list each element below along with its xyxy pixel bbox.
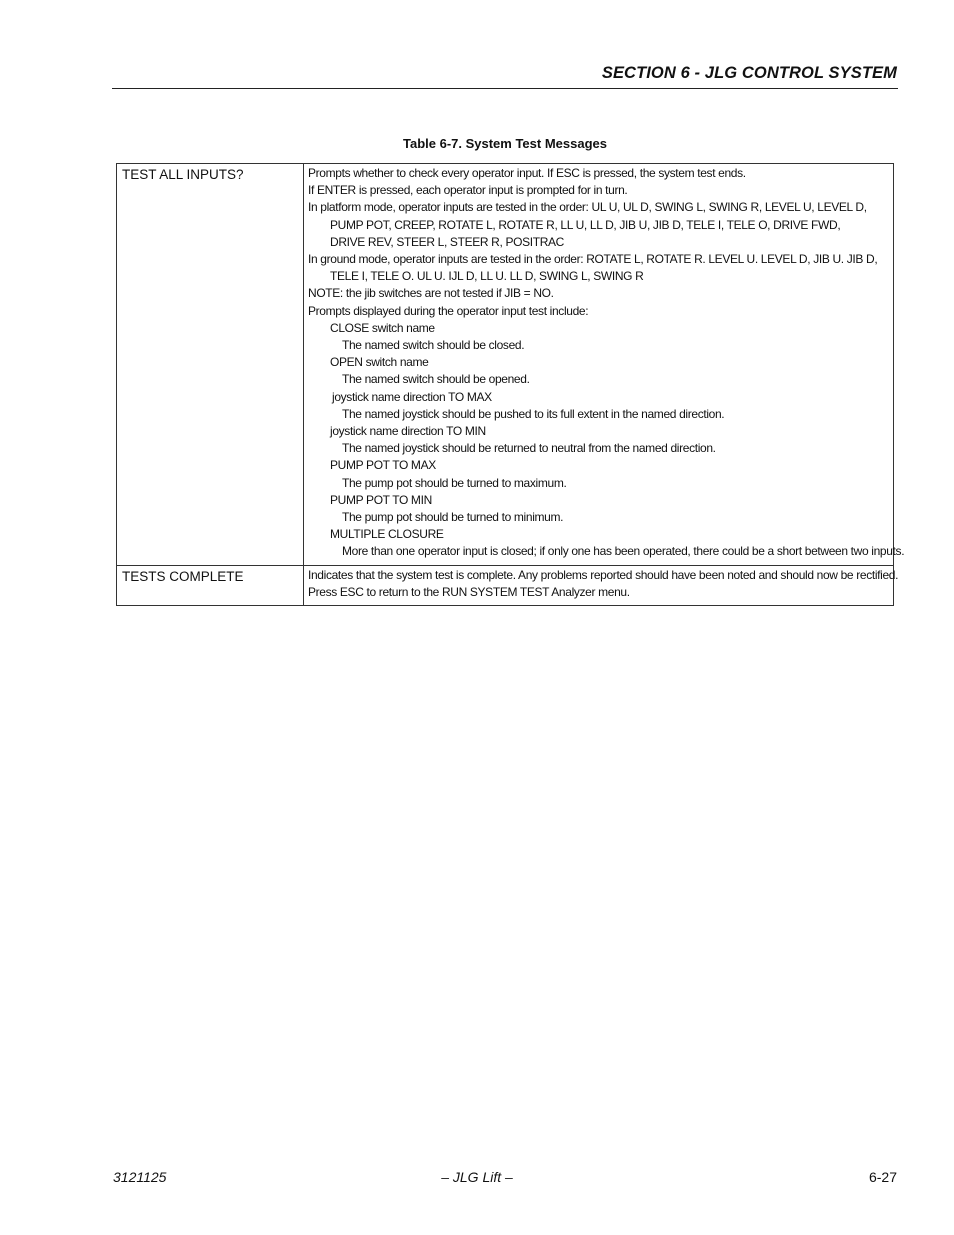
prompt-explanation: More than one operator input is closed; if only one has been operated, there could be a short between two inputs. (342, 544, 905, 559)
prompt-explanation: The named switch should be opened. (342, 372, 530, 387)
table-caption: Table 6-7. System Test Messages (402, 136, 607, 151)
message-name: TEST ALL INPUTS? (117, 164, 304, 566)
prompt-explanation: The named switch should be closed. (342, 338, 525, 353)
table-row (117, 565, 894, 605)
prompt-label: joystick name direction TO MIN (330, 424, 486, 439)
footer-brand: – JLG Lift – (441, 1169, 513, 1185)
description-line: NOTE: the jib switches are not tested if JIB = NO. (308, 286, 554, 301)
prompt-explanation: The pump pot should be turned to minimum. (342, 510, 564, 525)
description-line: Press ESC to return to the RUN SYSTEM TEST Analyzer menu. (308, 584, 630, 599)
system-test-messages-table (116, 163, 905, 606)
prompt-explanation: The named joystick should be pushed to its full extent in the named direction. (342, 406, 725, 421)
prompt-label: joystick name direction TO MAX (332, 389, 492, 404)
prompt-explanation: The named joystick should be returned to neutral from the named direction. (342, 441, 716, 456)
prompt-label: CLOSE switch name (330, 320, 435, 335)
section-title: SECTION 6 - JLG CONTROL SYSTEM (601, 64, 897, 82)
document-number: 3121125 (113, 1169, 167, 1185)
prompt-label: OPEN switch name (330, 355, 429, 370)
description-line: TELE I, TELE O. UL U. IJL D, LL U. LL D, SWING L, SWING R (330, 269, 644, 284)
message-description (304, 164, 905, 566)
description-line: Prompts whether to check every operator input. If ESC is pressed, the system test ends. (308, 166, 746, 180)
page-number: 6-27 (868, 1169, 897, 1185)
description-line: In platform mode, operator inputs are tested in the order: UL U, UL D, SWING L, SWING R, LEVEL U, LEVEL D, (308, 200, 867, 215)
description-line: Indicates that the system test is complete. Any problems reported should have been noted and should now be rectified. (308, 567, 899, 582)
prompt-label: PUMP POT TO MIN (330, 492, 432, 507)
description-line: DRIVE REV, STEER L, STEER R, POSITRAC (330, 234, 564, 249)
description-line: Prompts displayed during the operator input test include: (308, 303, 589, 318)
table-row (117, 164, 894, 566)
message-description (304, 565, 899, 605)
prompt-label: PUMP POT TO MAX (330, 458, 436, 473)
description-line: PUMP POT, CREEP, ROTATE L, ROTATE R, LL U, LL D, JIB U, JIB D, TELE I, TELE O, DRIVE FWD, (330, 217, 841, 232)
header-divider (112, 88, 898, 89)
prompt-explanation: The pump pot should be turned to maximum. (342, 475, 567, 490)
prompt-label: MULTIPLE CLOSURE (330, 527, 444, 542)
message-name: TESTS COMPLETE (117, 565, 304, 605)
description-line: In ground mode, operator inputs are tested in the order: ROTATE L, ROTATE R. LEVEL U. LEVEL D, JIB U. JIB D, (308, 252, 878, 267)
description-line: If ENTER is pressed, each operator input is prompted for in turn. (308, 183, 628, 198)
